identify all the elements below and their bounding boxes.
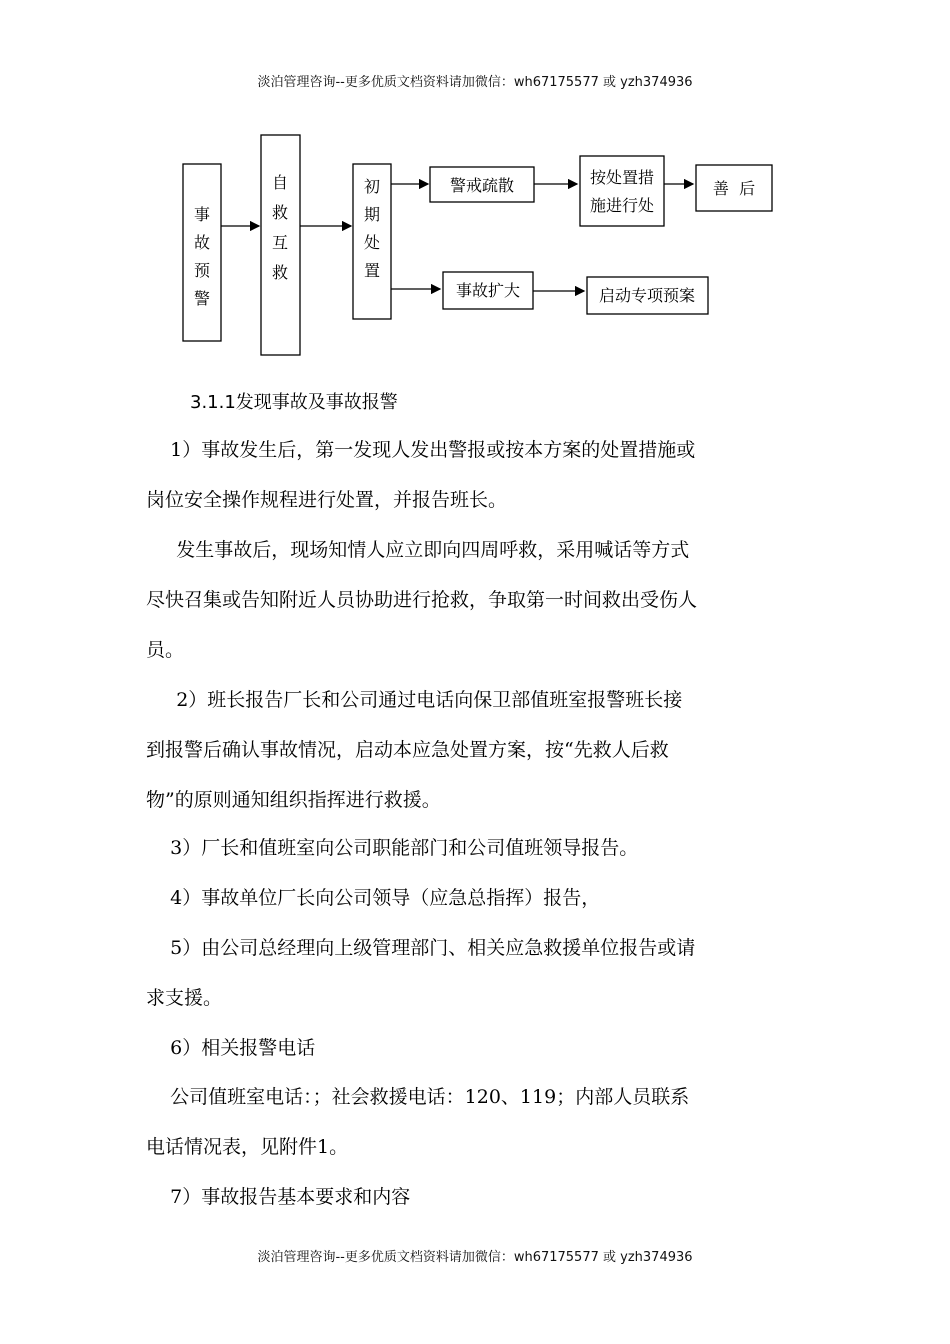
response-flowchart [0,120,950,370]
box-accident-warning-char: 故 [193,233,211,252]
box-aftermath [696,165,772,211]
box-expansion-label: 事故扩大 [455,281,521,300]
box-accident-warning-char: 警 [193,289,211,308]
box-special-plan [587,277,708,314]
body-line: 5）由公司总经理向上级管理部门、相关应急救援单位报告或请 [146,937,696,959]
box-evacuation-label: 警戒疏散 [449,176,515,195]
body-line: 6）相关报警电话 [146,1037,316,1059]
box-accident-warning-char: 事 [193,205,211,224]
box-self-rescue-char: 互 [271,233,289,252]
section-heading: 3.1.1发现事故及事故报警 [190,392,398,413]
box-evacuation [430,167,534,202]
body-line: 尽快召集或告知附近人员协助进行抢救，争取第一时间救出受伤人 [146,589,698,611]
box-self-rescue [261,135,300,355]
box-special-plan-label: 启动专项预案 [598,286,696,305]
box-initial-handling-char: 处 [363,233,381,252]
body-line: 电话情况表，见附件1。 [146,1136,349,1158]
box-handle-by-measures-line: 施进行处 [589,196,655,215]
box-self-rescue-char: 救 [271,263,289,282]
box-aftermath-label: 善 后 [712,179,756,198]
body-line: 到报警后确认事故情况，启动本应急处置方案，按“先救人后救 [146,739,669,761]
body-line: 2）班长报告厂长和公司通过电话向保卫部值班室报警班长接 [146,689,683,711]
box-self-rescue-char: 自 [271,173,289,192]
box-handle-by-measures-line: 按处置措 [589,168,655,187]
body-line: 公司值班室电话：；社会救援电话：120、119；内部人员联系 [146,1086,690,1108]
box-initial-handling [353,164,391,319]
body-line: 物”的原则通知组织指挥进行救援。 [146,789,441,811]
page-header: 淡泊管理咨询--更多优质文档资料请加微信：wh67175577 或 yzh374936 [257,75,693,90]
body-line: 1）事故发生后，第一发现人发出警报或按本方案的处置措施或 [146,439,696,461]
body-line: 7）事故报告基本要求和内容 [146,1186,411,1208]
box-self-rescue-char: 救 [271,203,289,222]
body-line: 发生事故后，现场知情人应立即向四周呼救，采用喊话等方式 [146,539,690,561]
box-expansion [443,272,533,309]
body-line: 4）事故单位厂长向公司领导（应急总指挥）报告， [146,887,601,909]
body-line: 员。 [146,639,185,661]
box-initial-handling-char: 期 [363,205,381,224]
box-initial-handling-char: 初 [363,177,381,196]
body-line: 3）厂长和值班室向公司职能部门和公司值班领导报告。 [146,837,639,859]
body-line: 求支援。 [146,987,223,1009]
body-line: 岗位安全操作规程进行处置，并报告班长。 [146,489,508,511]
box-accident-warning-char: 预 [193,261,211,280]
page-footer: 淡泊管理咨询--更多优质文档资料请加微信：wh67175577 或 yzh374936 [257,1250,693,1265]
box-accident-warning [183,164,221,341]
box-initial-handling-char: 置 [363,261,381,280]
box-handle-by-measures [580,156,664,226]
